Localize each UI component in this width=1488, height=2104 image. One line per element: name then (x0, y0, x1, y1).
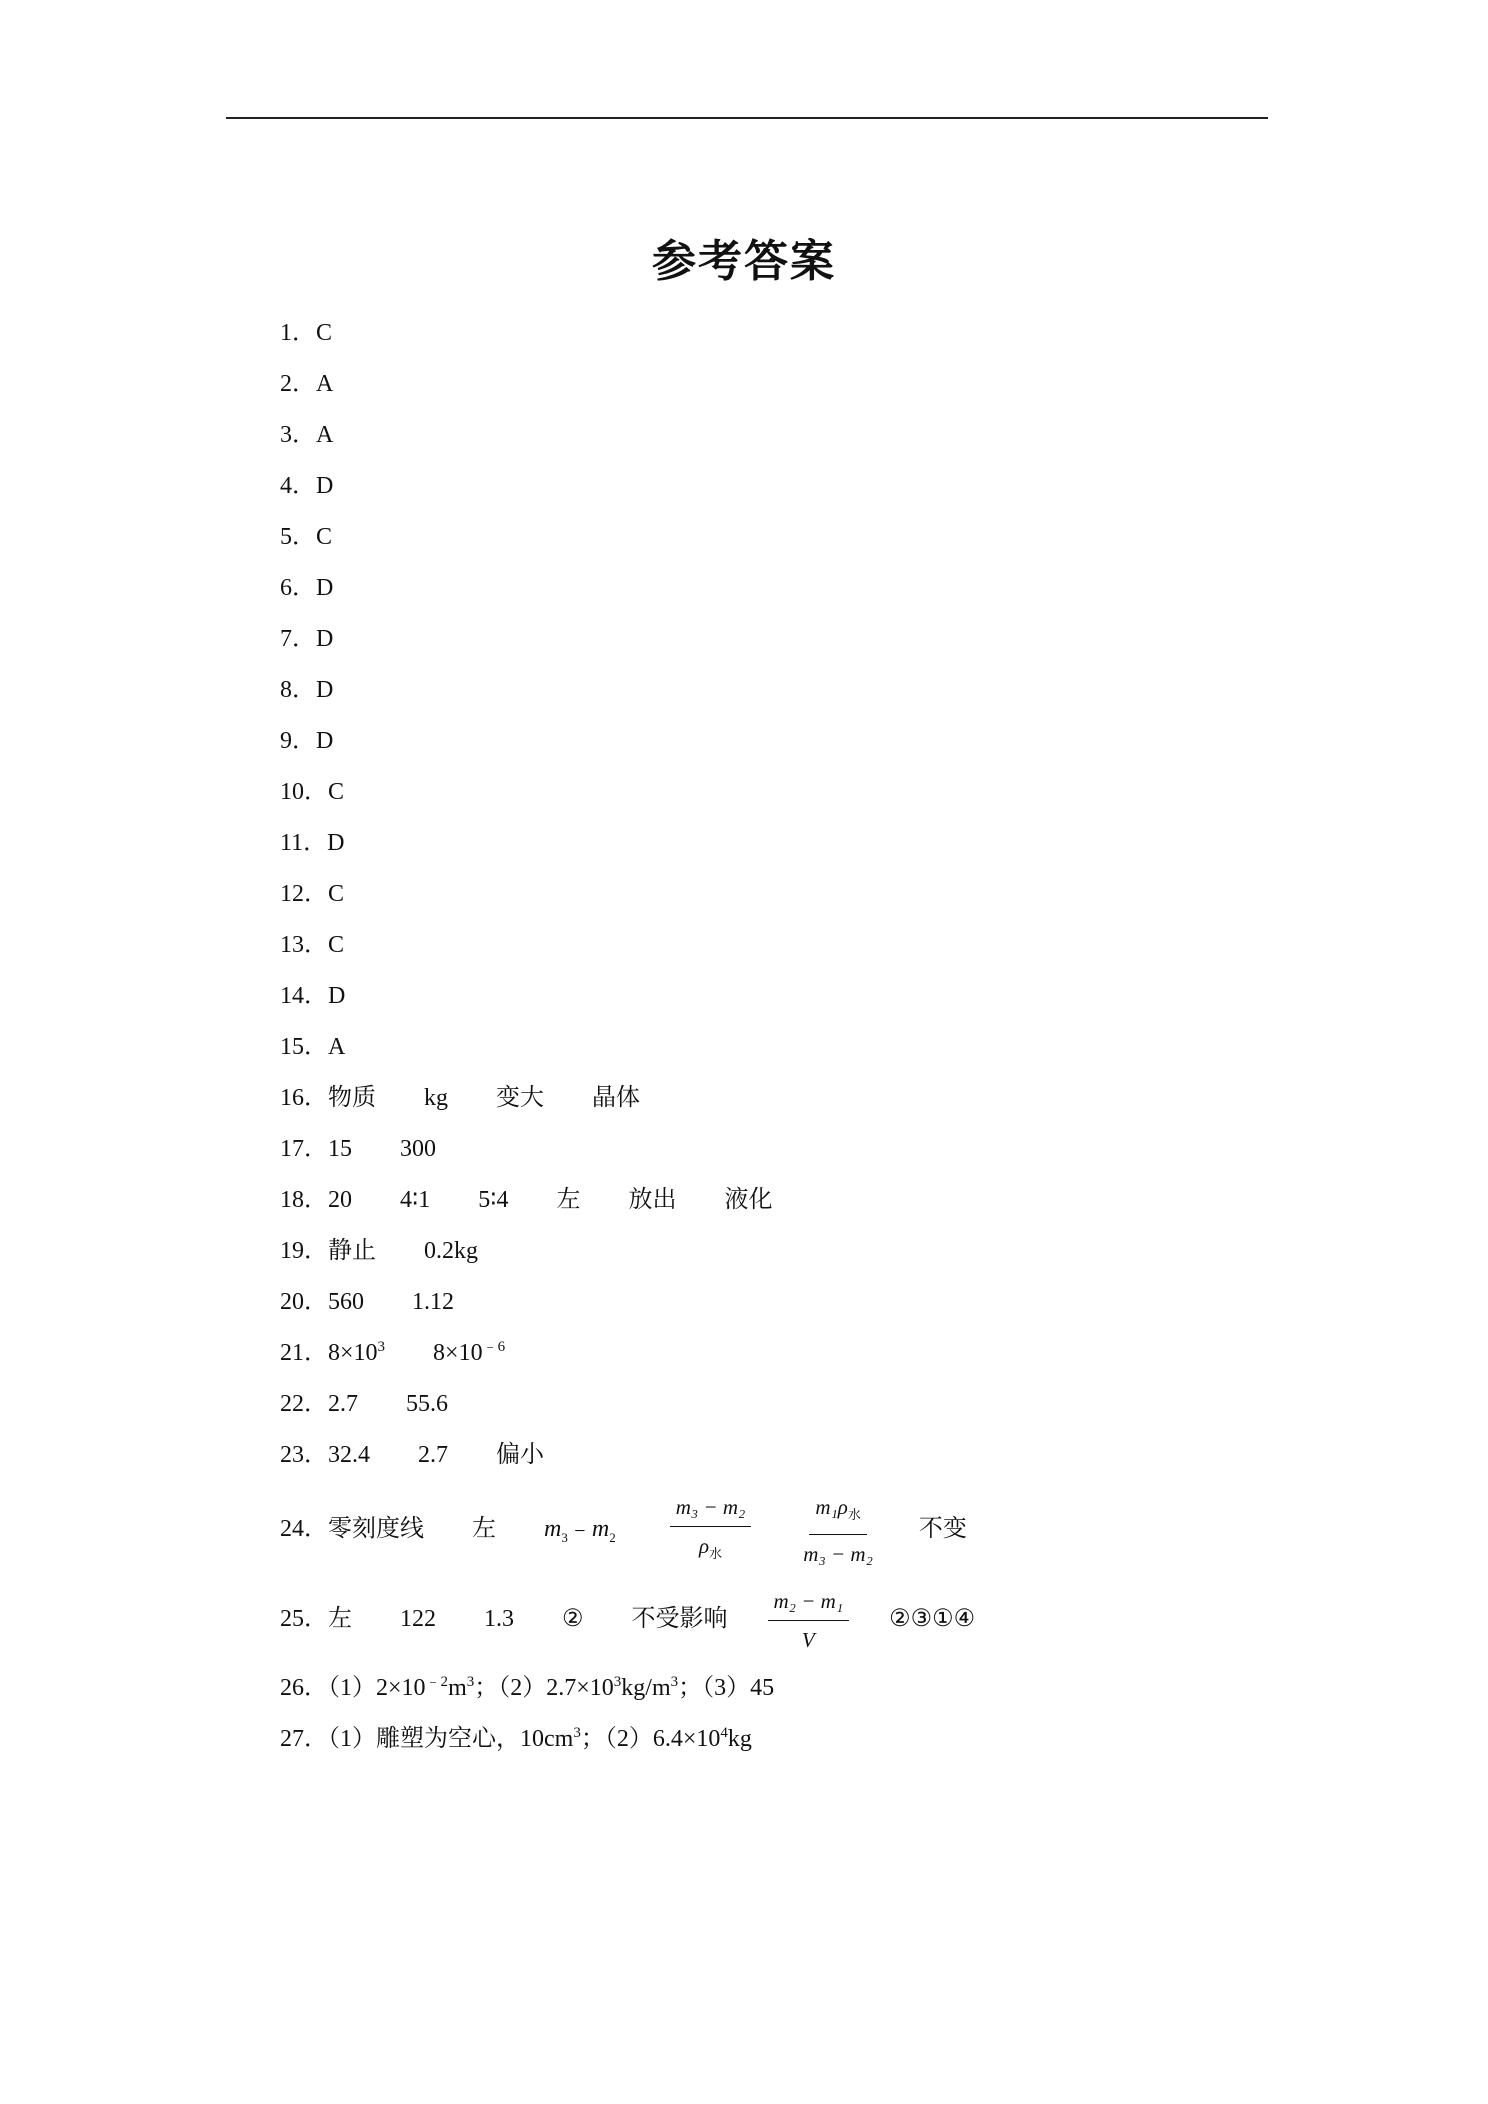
answer-row (280, 624, 333, 654)
question-number: 5． (280, 524, 316, 550)
question-number: 8． (280, 677, 316, 703)
answer-value: kg (424, 1085, 448, 1111)
fraction: $\frac{m_1\rho_水}{\text{m₃ − m₂}}$ (797, 1492, 879, 1569)
question-number: 16． (280, 1085, 328, 1111)
question-number: 24． (280, 1516, 328, 1543)
answer-value: 放出 (628, 1187, 677, 1213)
question-number: 21． (280, 1340, 328, 1366)
answer-value: D (316, 728, 334, 754)
answer-row (280, 930, 344, 960)
answer-value: ② (562, 1606, 584, 1633)
question-number: 2． (280, 371, 316, 397)
question-number: 12． (280, 881, 328, 907)
answer-value: D (316, 626, 334, 652)
exponent: 4 (720, 1725, 728, 1741)
answer-value: 4∶1 (400, 1187, 431, 1213)
answer-value: 20 (328, 1187, 352, 1213)
answer-value: D (316, 575, 334, 601)
answer-value: 左 (472, 1516, 496, 1543)
answer-row (280, 1586, 975, 1655)
answer-row (280, 981, 345, 1011)
answer-value: A (328, 1034, 346, 1060)
answer-row (280, 1338, 505, 1368)
question-number: 6． (280, 575, 316, 601)
answer-row (280, 420, 333, 450)
answer-value: 32.4 (328, 1442, 370, 1468)
answer-value: 8×10 (433, 1340, 483, 1366)
answer-value: 122 (400, 1606, 436, 1633)
answer-row (280, 1724, 752, 1754)
answer-value: 变大 (496, 1085, 544, 1111)
answer-row (280, 1185, 773, 1215)
question-number: 17． (280, 1136, 328, 1162)
answer-value: 左 (328, 1606, 352, 1633)
answer-row (280, 828, 344, 858)
answer-value: C (328, 779, 345, 805)
answer-value: 2.7 (418, 1442, 448, 1468)
answer-value: 不变 (918, 1516, 967, 1543)
answer-row (280, 879, 344, 909)
page-title: 参考答案 (652, 236, 836, 287)
exponent: 3 (670, 1674, 679, 1690)
question-number: 10． (280, 779, 328, 805)
answer-value: 1.3 (484, 1606, 514, 1633)
answer-value: 8×10 (328, 1340, 378, 1366)
question-number: 3． (280, 422, 316, 448)
answer-row (280, 573, 333, 603)
question-number: 19． (280, 1238, 328, 1264)
question-number: 13． (280, 932, 328, 958)
answer-value: D (316, 473, 334, 499)
answer-part: ；（2）6.4×10 (580, 1726, 721, 1752)
formula-m3-minus-m2: $m_3﹣m_2$ (544, 1516, 616, 1545)
answer-row (280, 1389, 448, 1419)
question-number: 14． (280, 983, 328, 1009)
answer-row (280, 726, 333, 756)
answer-part: （1）2×10 (328, 1675, 426, 1701)
question-number: 9． (280, 728, 316, 754)
answer-value: 左 (556, 1187, 581, 1213)
answer-value: C (316, 320, 333, 346)
answer-value: D (328, 983, 346, 1009)
unit: kg/m (621, 1675, 671, 1701)
exponent: 3 (377, 1339, 386, 1355)
question-number: 22． (280, 1391, 328, 1417)
question-number: 15． (280, 1034, 328, 1060)
answer-value: A (316, 371, 334, 397)
exponent: ﹣2 (425, 1674, 449, 1690)
answer-value: 静止 (328, 1238, 376, 1264)
answer-row (280, 1236, 478, 1266)
answer-row (280, 1134, 436, 1164)
answer-value: A (316, 422, 334, 448)
answer-part: ；（2）2.7×10 (474, 1675, 614, 1701)
answer-value: 1.12 (412, 1289, 454, 1315)
unit: m (448, 1675, 467, 1701)
answer-value: C (328, 932, 345, 958)
answer-value: 2.7 (328, 1391, 358, 1417)
fraction: $\frac{\text{m₃ − m₂}}{\rho_水}$ (670, 1492, 752, 1569)
fraction: $\frac{\text{m₂ − m₁}}{V}$ (768, 1586, 850, 1655)
exponent: 3 (613, 1674, 622, 1690)
answer-value: 液化 (724, 1187, 773, 1213)
answer-row (280, 777, 344, 807)
answer-value: 0.2kg (424, 1238, 478, 1264)
answer-row (280, 675, 333, 705)
answer-value: D (316, 677, 334, 703)
answer-row (280, 1287, 454, 1317)
question-number: 11． (280, 830, 328, 856)
answer-value: 55.6 (406, 1391, 448, 1417)
answer-row (280, 1492, 967, 1569)
exponent: 3 (466, 1674, 475, 1690)
header-rule (226, 117, 1268, 119)
answer-row (280, 522, 332, 552)
question-number: 25． (280, 1606, 328, 1633)
answer-part: （1）雕塑为空心，10cm (328, 1726, 574, 1752)
answer-value: 300 (400, 1136, 436, 1162)
answer-row (280, 318, 332, 348)
answer-row (280, 1440, 544, 1470)
question-number: 1． (280, 320, 316, 346)
answer-value: 物质 (328, 1085, 376, 1111)
answer-value: ②③①④ (889, 1606, 976, 1633)
answer-value: 560 (328, 1289, 364, 1315)
answer-row (280, 1032, 345, 1062)
answer-value: D (327, 830, 345, 856)
answer-value: 偏小 (496, 1442, 544, 1468)
answer-part: ；（3）45 (678, 1675, 775, 1701)
question-number: 18． (280, 1187, 328, 1213)
question-number: 4． (280, 473, 316, 499)
answer-value: 零刻度线 (328, 1516, 424, 1543)
question-number: 26． (280, 1675, 328, 1701)
answer-row (280, 471, 333, 501)
answer-value: C (328, 881, 345, 907)
exponent: 3 (573, 1725, 581, 1741)
answer-value: 15 (328, 1136, 352, 1162)
question-number: 27． (280, 1726, 328, 1752)
question-number: 20． (280, 1289, 328, 1315)
answer-value: 晶体 (592, 1085, 640, 1111)
exponent: ﹣6 (482, 1339, 506, 1355)
answer-row (280, 369, 333, 399)
answer-value: 5∶4 (478, 1187, 509, 1213)
unit: kg (727, 1726, 752, 1752)
answer-row (280, 1083, 640, 1113)
answer-value: 不受影响 (631, 1606, 728, 1633)
answer-row (280, 1673, 774, 1703)
question-number: 23． (280, 1442, 328, 1468)
question-number: 7． (280, 626, 316, 652)
answer-value: C (316, 524, 333, 550)
